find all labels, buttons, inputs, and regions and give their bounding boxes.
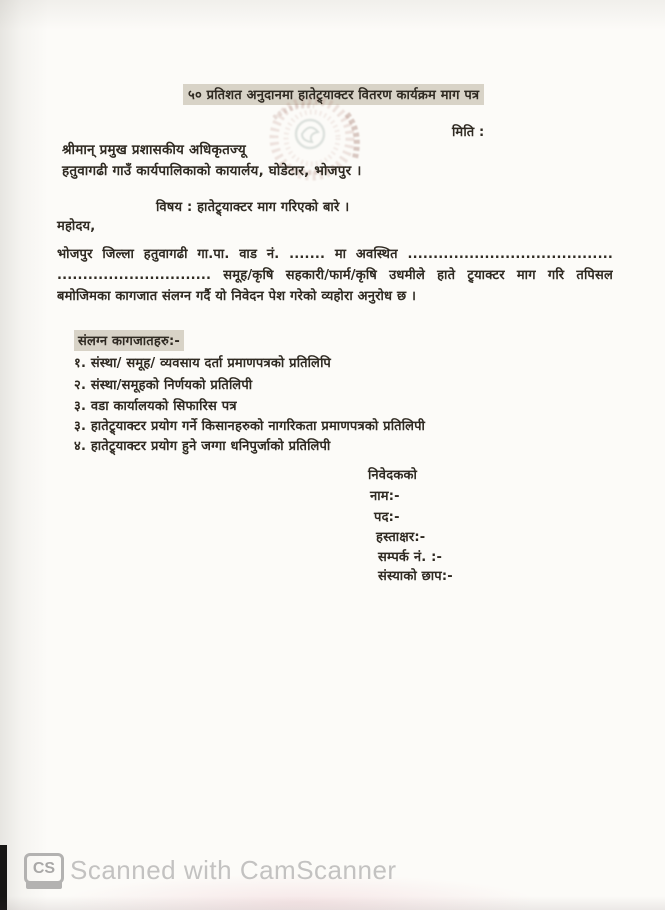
attachment-item: २. संस्था/समूहको निर्णयको प्रतिलिपी xyxy=(74,378,253,393)
salutation: महोदय, xyxy=(57,219,96,234)
signature-heading: निवेदकको xyxy=(368,468,418,483)
camscanner-watermark-label: Scanned with CamScanner xyxy=(70,855,397,885)
date-label: मिति : xyxy=(452,125,485,140)
document-title: ५० प्रतिशत अनुदानमा हातेट्र्याक्टर वितरण कार्यक्रम माग पत्र xyxy=(183,84,484,105)
body-line-1: भोजपुर जिल्ला हतुवागढी गा.पा. वाड नं. ....... मा अवस्थित ........................................ xyxy=(57,247,613,262)
attachment-item: ३. वडा कार्यालयको सिफारिस पत्र xyxy=(74,399,237,414)
attachment-item: १. संस्था/ समूह/ व्यवसाय दर्ता प्रमाणपत्रको प्रतिलिपि xyxy=(74,356,332,371)
signature-field-signature: हस्ताक्षर:- xyxy=(376,530,426,545)
camscanner-icon-bar xyxy=(26,881,62,889)
attachment-item: ४. हातेट्र्याक्टर प्रयोग हुने जग्गा धनिपुर्जाको प्रतिलिपी xyxy=(74,439,331,454)
photo-bottom-shadow xyxy=(0,896,665,910)
signature-field-name: नाम:- xyxy=(370,489,400,504)
camscanner-icon-letters: CS xyxy=(32,859,56,877)
signature-field-contact: सम्पर्क नं. :- xyxy=(378,550,443,565)
body-line-3: बमोजिमका कागजात संलग्न गर्दै यो निवेदन पेश गरेको व्यहोरा अनुरोध छ । xyxy=(57,289,417,304)
signature-field-post: पद:- xyxy=(374,510,400,525)
recipient-line-2: हतुवागढी गाउँ कार्यपालिकाको कायार्लय, घोडेटार, भोजपुर । xyxy=(62,163,362,179)
camscanner-icon xyxy=(24,853,64,884)
signature-field-org-stamp: संस्याको छाप:- xyxy=(378,569,453,584)
recipient-line-1: श्रीमान् प्रमुख प्रशासकीय अधिकृतज्यू xyxy=(62,142,246,158)
attachment-item: ३. हातेट्र्याक्टर प्रयोग गर्ने किसानहरुको नागरिकता प्रमाणपत्रको प्रतिलिपी xyxy=(74,419,426,434)
attachments-heading: संलग्न कागजातहरु:- xyxy=(74,330,184,351)
body-line-2: .............................. समूह/कृषि सहकारी/फार्म/कृषि उधमीले हाते ट्र्याक्टर माग गरि तपिसल xyxy=(57,268,613,283)
subject-line: विषय : हातेट्र्याक्टर माग गरिएको बारे । xyxy=(156,200,350,215)
